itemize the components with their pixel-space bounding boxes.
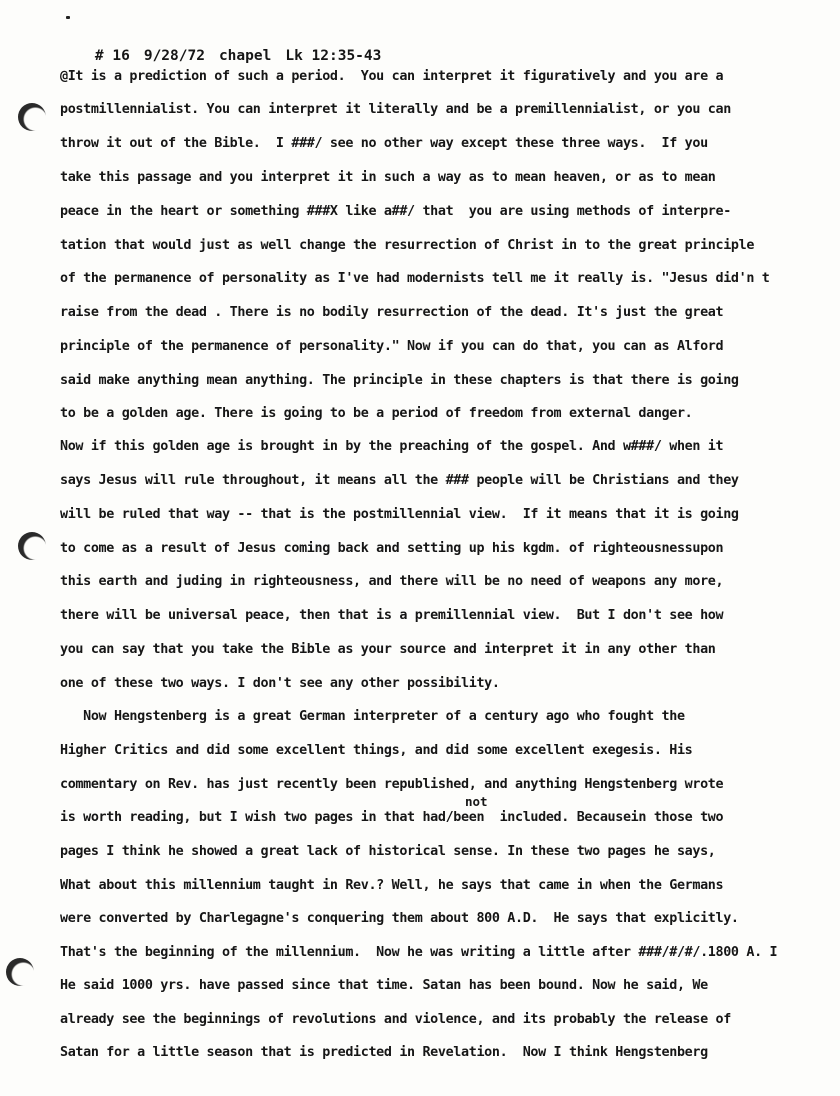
text-line: were converted by Charlegagne's conquering them about 800 A.D. He says that explicitly. <box>60 911 739 926</box>
text-line: this earth and juding in righteousness, and there will be no need of weapons any more, <box>60 574 724 589</box>
header-place: chapel <box>218 48 272 64</box>
text-line: raise from the dead . There is no bodily resurrection of the dead. It's just the great <box>60 305 724 320</box>
interlinear-insertion: not <box>465 794 488 809</box>
text-line: throw it out of the Bible. I ###/ see no other way except these three ways. If you <box>60 136 708 151</box>
punch-hole <box>6 958 34 986</box>
text-line: already see the beginnings of revolutions and violence, and its probably the release of <box>60 1012 731 1027</box>
text-line: pages I think he showed a great lack of historical sense. In these two pages he says, <box>60 844 716 859</box>
text-line: you can say that you take the Bible as your source and interpret it in any other than <box>60 642 716 657</box>
text-line: to come as a result of Jesus coming back and setting up his kgdm. of righteousnessupon <box>60 541 724 556</box>
text-line: to be a golden age. There is going to be a period of freedom from external danger. <box>60 406 693 421</box>
punch-hole <box>18 103 46 131</box>
text-line: Higher Critics and did some excellent things, and did some excellent exegesis. His <box>60 743 693 758</box>
text-line: postmillennialist. You can interpret it literally and be a premillennialist, or you can <box>60 102 731 117</box>
text-line: @It is a prediction of such a period. You can interpret it figuratively and you are a <box>60 69 724 84</box>
text-line: commentary on Rev. has just recently been republished, and anything Hengstenberg wrote <box>60 777 724 792</box>
punch-hole <box>18 532 46 560</box>
text-line: will be ruled that way -- that is the postmillennial view. If it means that it is going <box>60 507 739 522</box>
text-line: That's the beginning of the millennium. Now he was writing a little after ###/#/#/.1800 A. I <box>60 945 778 960</box>
scripture-reference: Lk 12:35-43 <box>285 48 382 64</box>
text-line: What about this millennium taught in Rev.? Well, he says that came in when the Germans <box>60 878 724 893</box>
header-date: 9/28/72 <box>143 48 205 64</box>
text-line: of the permanence of personality as I've had modernists tell me it really is. "Jesus did'n t <box>60 271 770 286</box>
text-line: is worth reading, but I wish two pages in that had/been included. Becausein those two <box>60 810 724 825</box>
text-line: peace in the heart or something ###X like a##/ that you are using methods of interpre- <box>60 204 731 219</box>
text-line: Now Hengstenberg is a great German interpreter of a century ago who fought the <box>60 709 685 724</box>
text-line: there will be universal peace, then that is a premillennial view. But I don't see how <box>60 608 724 623</box>
text-line: says Jesus will rule throughout, it means all the ### people will be Christians and they <box>60 473 739 488</box>
stray-mark <box>66 16 70 19</box>
page-number: # 16 <box>94 48 130 64</box>
text-line: take this passage and you interpret it in such a way as to mean heaven, or as to mean <box>60 170 716 185</box>
text-line: one of these two ways. I don't see any other possibility. <box>60 676 500 691</box>
text-line: He said 1000 yrs. have passed since that time. Satan has been bound. Now he said, We <box>60 978 708 993</box>
text-line: principle of the permanence of personality." Now if you can do that, you can as Alford <box>60 339 724 354</box>
text-line: Satan for a little season that is predicted in Revelation. Now I think Hengstenberg <box>60 1045 708 1060</box>
text-line: tation that would just as well change the resurrection of Christ in to the great principle <box>60 238 755 253</box>
text-line: said make anything mean anything. The principle in these chapters is that there is going <box>60 373 739 388</box>
text-line: Now if this golden age is brought in by the preaching of the gospel. And w###/ when it <box>60 439 724 454</box>
